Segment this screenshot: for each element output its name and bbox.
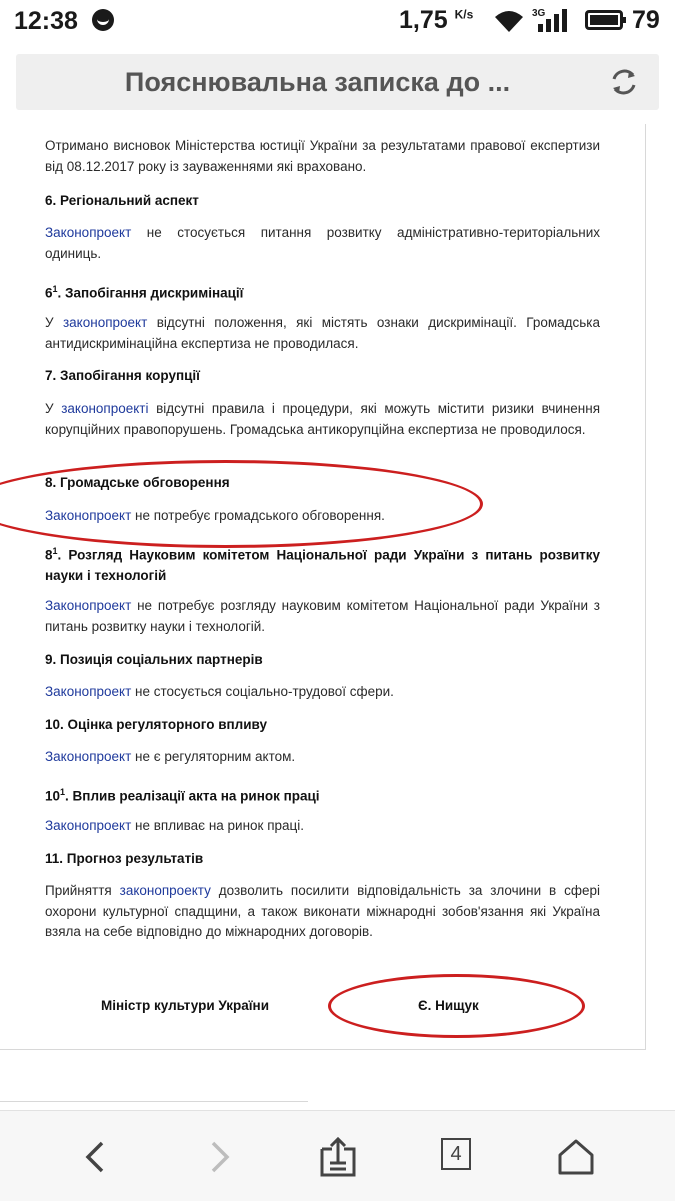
- battery-icon: [585, 10, 623, 30]
- section-heading-9: 9. Позиція соціальних партнерів: [45, 652, 263, 667]
- law-link[interactable]: Законопроект: [45, 598, 132, 613]
- network-speed: [399, 6, 473, 35]
- section-heading-10-1: $10^1$. Вплив реалізації акта на ринок праці: [45, 787, 320, 804]
- intro-paragraph: Отримано висновок Міністерства юстиції України за результатами правової експертизи від 08.12.2017 року із зауваженнями які враховано.: [45, 138, 600, 174]
- law-link[interactable]: Законопроект: [45, 818, 132, 833]
- law-link[interactable]: законопроекті: [61, 401, 149, 416]
- share-icon[interactable]: [314, 1133, 362, 1181]
- network-speed-value: 1,75: [399, 6, 448, 34]
- wifi-icon: [492, 8, 526, 34]
- law-link[interactable]: Законопроект: [45, 508, 132, 523]
- battery-level: 79: [632, 6, 660, 34]
- law-link[interactable]: Законопроект: [45, 225, 132, 240]
- section-heading-6-1: $6^1$. Запобігання дискримінації: [45, 284, 244, 301]
- section-body-8-1: Законопроект не потребує розгляду науковим комітетом Національної ради України з питань розвитку науки і технологій.: [45, 598, 600, 634]
- status-bar: [0, 0, 675, 44]
- section-body-11: Прийняття законопроекту дозволить посилити відповідальність за злочини в сфері охорони культурної спадщини, а також виконати міжнародні зобов'язання які Україна взяла на себе відповідно до міжнародних договорів.: [45, 883, 600, 939]
- section-body-9: Законопроект не стосується соціально-трудової сфери.: [45, 684, 394, 699]
- back-icon[interactable]: [72, 1133, 120, 1181]
- section-body-7: У законопроекті відсутні правила і процедури, які можуть містити ризики вчинення корупційних правопорушень. Громадська антикорупційна експертиза не проводилося.: [45, 401, 600, 437]
- notification-icon: [92, 9, 114, 31]
- url-bar[interactable]: [16, 54, 659, 110]
- status-time: 12:38: [14, 7, 78, 35]
- section-body-6-1: У законопроект відсутні положення, які містять ознаки дискримінації. Громадська антидискримінаційна експертиза не проводилася.: [45, 315, 600, 351]
- home-icon[interactable]: [552, 1133, 600, 1181]
- section-heading-8: 8. Громадське обговорення: [45, 475, 230, 490]
- law-link[interactable]: Законопроект: [45, 749, 132, 764]
- reload-icon[interactable]: [609, 67, 639, 97]
- section-heading-8-1: $8^1$. Розгляд Науковим комітетом Національної ради України з питань розвитку науки і технологій: [45, 546, 600, 583]
- signature-position: Міністр культури України: [101, 998, 270, 1013]
- law-link[interactable]: законопроекту: [119, 883, 211, 898]
- signature-name: Є. Нищук: [418, 998, 479, 1013]
- tabs-icon[interactable]: 4: [441, 1138, 471, 1170]
- section-heading-7: 7. Запобігання корупції: [45, 368, 200, 383]
- annotation-ellipse: [328, 974, 585, 1038]
- forward-icon[interactable]: [195, 1133, 243, 1181]
- section-heading-10: 10. Оцінка регуляторного впливу: [45, 717, 267, 732]
- document-page: [0, 124, 646, 1050]
- section-body-10: Законопроект не є регуляторним актом.: [45, 749, 296, 764]
- divider: [0, 1101, 308, 1102]
- page-title[interactable]: Пояснювальна записка до ...: [124, 67, 511, 97]
- law-link[interactable]: Законопроект: [45, 684, 132, 699]
- cell-signal-icon: [532, 6, 572, 36]
- section-heading-11: 11. Прогноз результатів: [45, 851, 204, 866]
- bottom-nav: [0, 1110, 675, 1201]
- section-heading-6: 6. Регіональний аспект: [45, 193, 199, 208]
- network-speed-unit: K/s: [454, 7, 474, 22]
- law-link[interactable]: законопроект: [62, 315, 148, 330]
- network-type: 3G: [532, 8, 546, 19]
- section-body-10-1: Законопроект не впливає на ринок праці.: [45, 818, 305, 833]
- section-body-8: Законопроект не потребує громадського обговорення.: [45, 508, 385, 523]
- section-body-6: Законопроект не стосується питання розвитку адміністративно-територіальних одиниць.: [45, 225, 600, 261]
